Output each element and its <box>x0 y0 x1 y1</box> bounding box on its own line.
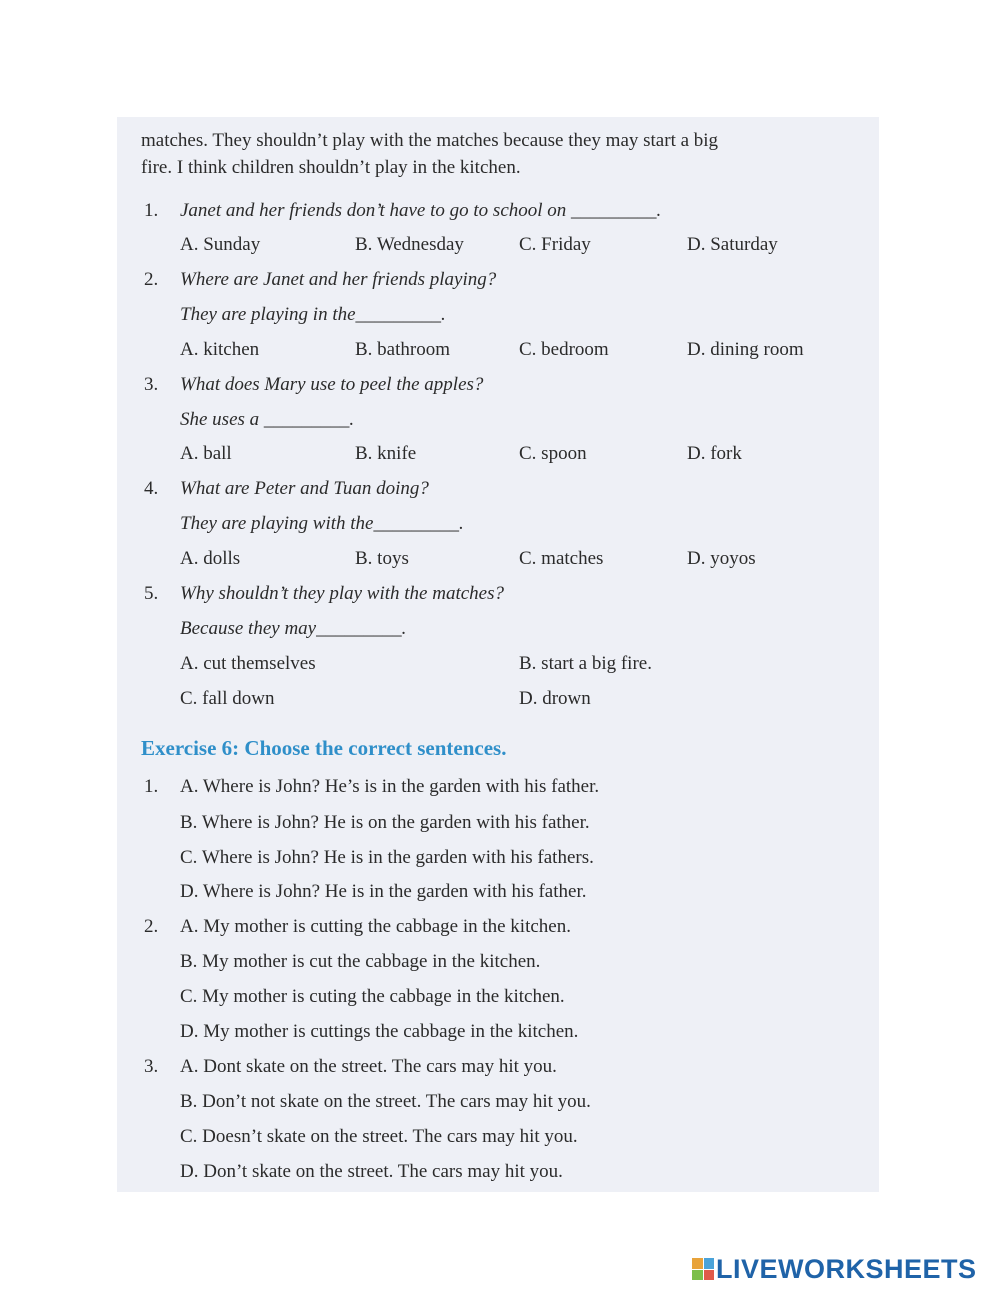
ex6-3-option-b[interactable]: B. Don’t not skate on the street. The cars may hit you. <box>180 1091 591 1112</box>
question-2-text: Where are Janet and her friends playing? <box>180 269 497 290</box>
ex6-3-option-a[interactable]: A. Dont skate on the street. The cars may hit you. <box>180 1056 557 1077</box>
q1-option-d[interactable]: D. Saturday <box>687 234 778 255</box>
ex6-3-option-c[interactable]: C. Doesn’t skate on the street. The cars may hit you. <box>180 1126 578 1147</box>
q5-option-c[interactable]: C. fall down <box>180 688 275 709</box>
question-1-text: Janet and her friends don’t have to go to school on _________. <box>180 200 662 221</box>
ex6-item-3-number: 3. <box>144 1056 159 1077</box>
q2-option-d[interactable]: D. dining room <box>687 339 804 360</box>
question-4-number: 4. <box>144 478 159 499</box>
liveworksheets-logo[interactable] <box>692 1254 977 1284</box>
q1-option-c[interactable]: C. Friday <box>519 234 591 255</box>
question-2-answer: They are playing in the_________. <box>180 304 446 325</box>
ex6-2-option-b[interactable]: B. My mother is cut the cabbage in the kitchen. <box>180 951 541 972</box>
q3-option-a[interactable]: A. ball <box>180 443 232 464</box>
ex6-3-option-d[interactable]: D. Don’t skate on the street. The cars may hit you. <box>180 1161 563 1182</box>
question-5-text: Why shouldn’t they play with the matches? <box>180 583 504 604</box>
q5-option-a[interactable]: A. cut themselves <box>180 653 316 674</box>
logo-square-icon <box>692 1270 703 1281</box>
q2-option-b[interactable]: B. bathroom <box>355 339 450 360</box>
ex6-1-option-c[interactable]: C. Where is John? He is in the garden with his fathers. <box>180 847 594 868</box>
q4-option-c[interactable]: C. matches <box>519 548 604 569</box>
intro-line-2: fire. I think children shouldn’t play in the kitchen. <box>141 157 521 178</box>
ex6-2-option-a[interactable]: A. My mother is cutting the cabbage in the kitchen. <box>180 916 571 937</box>
ex6-1-option-a[interactable]: A. Where is John? He’s is in the garden with his father. <box>180 776 600 797</box>
q1-option-a[interactable]: A. Sunday <box>180 234 261 255</box>
ex6-2-option-d[interactable]: D. My mother is cuttings the cabbage in the kitchen. <box>180 1021 579 1042</box>
q3-option-d[interactable]: D. fork <box>687 443 742 464</box>
q3-option-c[interactable]: C. spoon <box>519 443 587 464</box>
exercise-6-heading: Exercise 6: Choose the correct sentences. <box>141 736 507 760</box>
q5-option-d[interactable]: D. drown <box>519 688 591 709</box>
question-3-answer: She uses a _________. <box>180 409 355 430</box>
ex6-1-option-b[interactable]: B. Where is John? He is on the garden with his father. <box>180 812 590 833</box>
logo-square-icon <box>704 1270 715 1281</box>
q4-option-b[interactable]: B. toys <box>355 548 409 569</box>
question-3-number: 3. <box>144 374 159 395</box>
intro-line-1: matches. They shouldn’t play with the matches because they may start a big <box>141 130 719 151</box>
logo-square-icon <box>704 1258 715 1269</box>
q2-option-a[interactable]: A. kitchen <box>180 339 260 360</box>
ex6-item-2-number: 2. <box>144 916 159 937</box>
logo-square-icon <box>692 1258 703 1269</box>
q4-option-d[interactable]: D. yoyos <box>687 548 756 569</box>
ex6-1-option-d[interactable]: D. Where is John? He is in the garden with his father. <box>180 881 587 902</box>
q5-option-b[interactable]: B. start a big fire. <box>519 653 652 674</box>
q4-option-a[interactable]: A. dolls <box>180 548 241 569</box>
question-5-answer: Because they may_________. <box>180 618 407 639</box>
q2-option-c[interactable]: C. bedroom <box>519 339 609 360</box>
brand-name: LIVEWORKSHEETS <box>716 1253 977 1284</box>
question-1-number: 1. <box>144 200 159 221</box>
ex6-2-option-c[interactable]: C. My mother is cuting the cabbage in the kitchen. <box>180 986 565 1007</box>
question-5-number: 5. <box>144 583 159 604</box>
question-4-answer: They are playing with the_________. <box>180 513 464 534</box>
q1-option-b[interactable]: B. Wednesday <box>355 234 464 255</box>
question-2-number: 2. <box>144 269 159 290</box>
question-4-text: What are Peter and Tuan doing? <box>180 478 429 499</box>
liveworksheets-logo-icon <box>692 1258 714 1280</box>
question-3-text: What does Mary use to peel the apples? <box>180 374 484 395</box>
ex6-item-1-number: 1. <box>144 776 159 797</box>
q3-option-b[interactable]: B. knife <box>355 443 417 464</box>
